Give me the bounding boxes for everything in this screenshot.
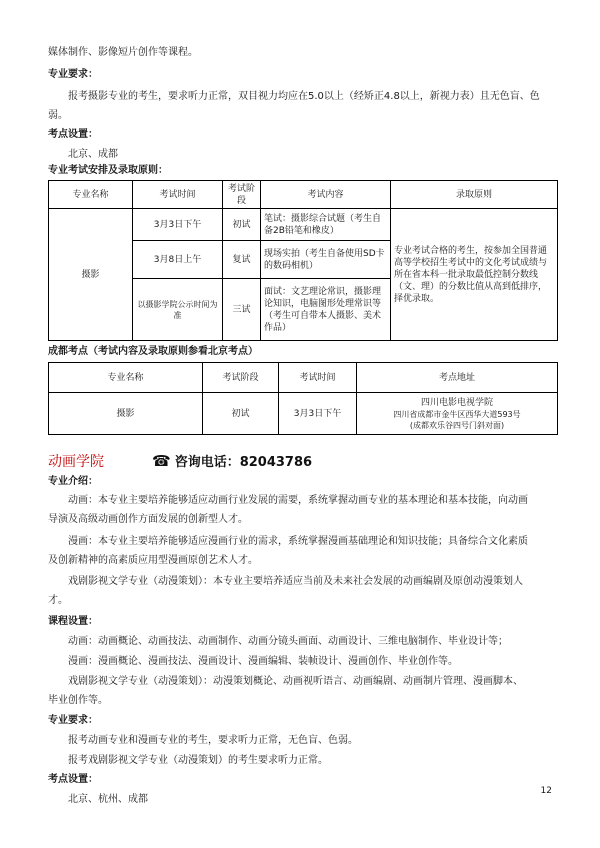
header-major: 专业名称 xyxy=(49,363,203,393)
table-header-row xyxy=(49,363,558,393)
table-row xyxy=(49,393,558,435)
page-number: 12 xyxy=(540,786,552,796)
header-address: 考点地址 xyxy=(357,363,558,393)
intro-heading: 专业介绍： xyxy=(48,476,98,487)
chengdu-table-title: 成都考点（考试内容及录取原则参看北京考点） xyxy=(48,346,258,357)
phone-label: 咨询电话：82043786 xyxy=(174,455,313,470)
locations-heading: 考点设置： xyxy=(48,129,98,140)
stage-cell: 初试 xyxy=(223,209,261,241)
header-stage: 考试阶段 xyxy=(203,363,279,393)
table-header-row xyxy=(49,181,558,209)
major-cell: 摄影 xyxy=(49,393,203,435)
time-cell: 3月3日下午 xyxy=(279,393,357,435)
intro-drama-line-1: 戏剧影视文学专业（动漫策划）：本专业主要培养适应当前及未来社会发展的动画编剧及原创动漫策划人 xyxy=(68,576,523,587)
locations-text: 北京、成都 xyxy=(68,149,118,160)
content-cell: 面试：文艺理论常识，摄影理论知识，电脑图形处理常识等（考生可自带本人摄影、美术作品） xyxy=(261,279,391,341)
course-comic: 漫画：漫画概论、漫画技法、漫画设计、漫画编辑、装帧设计、漫画创作、毕业创作等。 xyxy=(68,656,458,667)
header-major: 专业名称 xyxy=(49,181,133,209)
intro-comic-line-2: 及创新精神的高素质应用型漫画原创艺术人才。 xyxy=(48,555,258,566)
stage-cell: 初试 xyxy=(203,393,279,435)
time-cell: 3月3日下午 xyxy=(133,209,223,241)
stage-cell: 复试 xyxy=(223,241,261,279)
course-text-continued: 媒体制作、影像短片创作等课程。 xyxy=(48,47,198,58)
content-cell: 现场实拍（考生自备使用SD卡的数码相机） xyxy=(261,241,391,279)
telephone-icon: ☎ xyxy=(152,452,171,470)
principle-cell: 专业考试合格的考生，按参加全国普通高等学校招生考试中的文化考试成绩与所在省本科一批录取最低控制分数线（文、理）的分数比值从高到低排序，择优录取。 xyxy=(391,209,558,341)
header-time: 考试时间 xyxy=(133,181,223,209)
table-row xyxy=(49,209,558,241)
address-cell xyxy=(357,393,558,435)
address-line-1: 四川电影电视学院 xyxy=(420,397,493,408)
major-cell: 摄影 xyxy=(49,209,133,341)
address-line-2: 四川省成都市金牛区西华大道593号 xyxy=(393,409,521,419)
animation-requirements-heading: 专业要求： xyxy=(48,715,98,726)
time-cell: 3月8日上午 xyxy=(133,241,223,279)
intro-drama-line-2: 才。 xyxy=(48,595,68,606)
header-content: 考试内容 xyxy=(261,181,391,209)
time-cell: 以摄影学院公示时间为准 xyxy=(133,279,223,341)
intro-comic-line-1: 漫画：本专业主要培养能够适应漫画行业的需求，系统掌握漫画基础理论和知识技能；具备综合文化素质 xyxy=(68,536,528,547)
animation-locations-text: 北京、杭州、成都 xyxy=(68,794,148,805)
header-stage: 考试阶段 xyxy=(223,181,261,209)
course-drama-line-1: 戏剧影视文学专业（动漫策划）：动漫策划概论、动画视听语言、动画编剧、动画制片管理、漫画脚本、 xyxy=(68,676,523,687)
header-time: 考试时间 xyxy=(279,363,357,393)
chengdu-exam-table xyxy=(48,362,558,435)
requirements-heading: 专业要求： xyxy=(48,69,98,80)
address-line-3: (成都欢乐谷四号门斜对面) xyxy=(409,420,505,430)
consult-phone xyxy=(152,450,312,474)
animation-locations-heading: 考点设置： xyxy=(48,774,98,785)
header-principle: 录取原则 xyxy=(391,181,558,209)
course-drama-line-2: 毕业创作等。 xyxy=(48,695,108,706)
exam-table-title: 专业考试安排及录取原则： xyxy=(48,165,168,176)
stage-cell: 三试 xyxy=(223,279,261,341)
course-animation: 动画：动画概论、动画技法、动画制作、动画分镜头画面、动画设计、三维电脑制作、毕业设计等； xyxy=(68,636,508,647)
requirements-text-line-2: 弱。 xyxy=(48,110,68,121)
exam-schedule-table xyxy=(48,180,558,341)
animation-requirements-1: 报考动画专业和漫画专业的考生，要求听力正常，无色盲、色弱。 xyxy=(68,735,358,746)
animation-requirements-2: 报考戏剧影视文学专业（动漫策划）的考生要求听力正常。 xyxy=(68,755,328,766)
course-heading: 课程设置： xyxy=(48,616,98,627)
requirements-text-line-1: 报考摄影专业的考生，要求听力正常，双目视力均应在5.0以上（经矫正4.8以上，新视力表）且无色盲、色 xyxy=(68,91,540,102)
animation-school-title: 动画学院 xyxy=(48,454,104,470)
content-cell: 笔试：摄影综合试题（考生自备2B铅笔和橡皮） xyxy=(261,209,391,241)
intro-animation-line-1: 动画：本专业主要培养能够适应动画行业发展的需要，系统掌握动画专业的基本理论和基本技能，向动画 xyxy=(68,495,528,506)
intro-animation-line-2: 导演及高级动画创作方面发展的创新型人才。 xyxy=(48,514,248,525)
